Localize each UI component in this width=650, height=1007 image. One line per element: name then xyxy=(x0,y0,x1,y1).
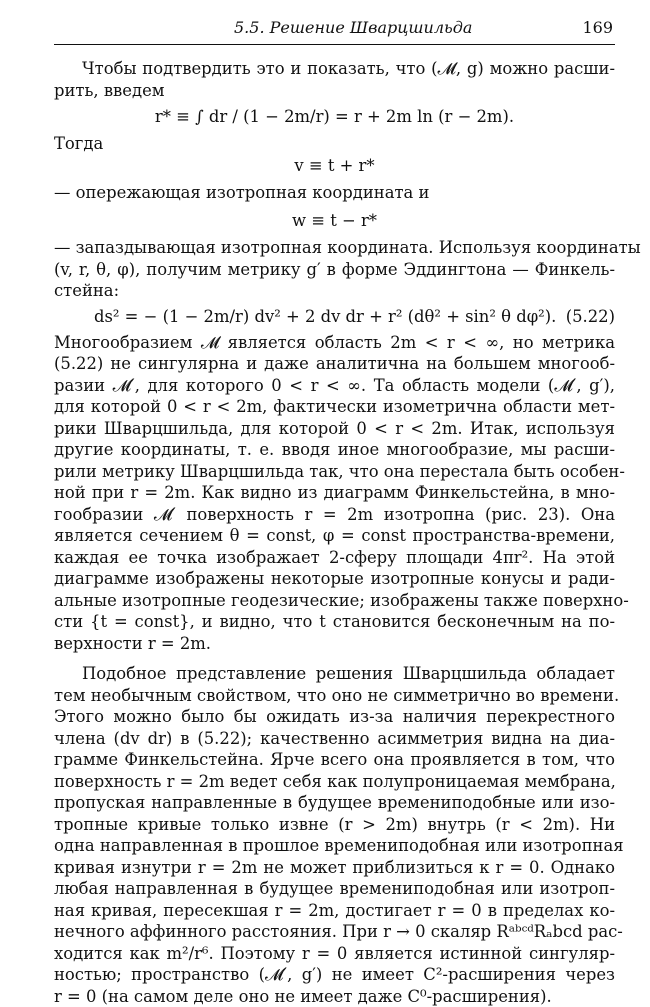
text-line: Многообразием 𝓜 является область 2m < r < ∞, но метрика xyxy=(54,332,615,354)
text-line: Тогда xyxy=(54,133,615,155)
text-line: поверхность r = 2m ведет себя как полупроницаемая мембрана, xyxy=(54,771,615,793)
text-line: одна направленная в прошлое времениподобная или изотропная xyxy=(54,835,615,857)
text-line: пропуская направленные в будущее времениподобные или изо- xyxy=(54,792,615,814)
text-line: нечного аффинного расстояния. При r → 0 скаляр RᵃᵇᶜᵈRₐbcd рас- xyxy=(54,921,615,943)
text-line: рить, введем xyxy=(54,80,615,102)
text-line: ходится как m²/r⁶. Поэтому r = 0 является истинной сингуляр- xyxy=(54,943,615,965)
page-body xyxy=(54,58,615,1007)
text-line: гообразии 𝓜′ поверхность r = 2m изотропна (рис. 23). Она xyxy=(54,504,615,526)
text-line: тем необычным свойством, что оно не симметрично во времени. xyxy=(54,685,615,707)
equation-metric xyxy=(54,302,615,332)
text-line: Подобное представление решения Шварцшильда обладает xyxy=(54,663,615,685)
text-line: r = 0 (на самом деле оно не имеет даже C⁰-расширения). xyxy=(54,986,615,1007)
paragraph-2 xyxy=(54,663,615,1007)
text-line: для которой 0 < r < 2m, фактически изометрична области мет- xyxy=(54,396,615,418)
text-line: рили метрику Шварцшильда так, что она перестала быть особен- xyxy=(54,461,615,483)
text-line: (v, r, θ, φ), получим метрику g′ в форме Эддингтона — Финкель- xyxy=(54,259,615,281)
text-line: кривая изнутри r = 2m не может приблизиться к r = 0. Однако xyxy=(54,857,615,879)
equation-rstar: r* ≡ ∫ dr / (1 − 2m/r) = r + 2m ln (r − 2m). xyxy=(54,101,615,133)
text-line: Чтобы подтвердить это и показать, что (𝓜, g) можно расши- xyxy=(54,58,615,80)
text-line: любая направленная в будущее времениподобная или изотроп- xyxy=(54,878,615,900)
equation-number: (5.22) xyxy=(566,302,615,332)
equation-w: w ≡ t − r* xyxy=(54,210,615,232)
text-line: рики Шварцшильда, для которой 0 < r < 2m. Итак, используя xyxy=(54,418,615,440)
text-line: ная кривая, пересекшая r = 2m, достигает r = 0 в пределах ко- xyxy=(54,900,615,922)
text-line: каждая ее точка изображает 2-сферу площади 4πr². На этой xyxy=(54,547,615,569)
text-line: альные изотропные геодезические; изображены также поверхно- xyxy=(54,590,615,612)
text-line: диаграмме изображены некоторые изотропные конусы и ради- xyxy=(54,568,615,590)
text-line: другие координаты, т. е. вводя иное многообразие, мы расши- xyxy=(54,439,615,461)
page-header xyxy=(54,14,615,45)
equation-metric-formula: ds² = − (1 − 2m/r) dv² + 2 dv dr + r² (dθ² + sin² θ dφ²). xyxy=(94,302,556,332)
text-line: тропные кривые только извне (r > 2m) внутрь (r < 2m). Ни xyxy=(54,814,615,836)
paragraph-1 xyxy=(54,332,615,655)
running-title: 5.5. Решение Шварцшильда xyxy=(234,18,472,37)
equation-v: v ≡ t + r* xyxy=(54,155,615,177)
text-line: грамме Финкельстейна. Ярче всего она проявляется в том, что xyxy=(54,749,615,771)
text-line: верхности r = 2m. xyxy=(54,633,615,655)
text-line: сти {t = const}, и видно, что t становится бесконечным на по- xyxy=(54,611,615,633)
text-line: стейна: xyxy=(54,280,615,302)
text-line: — запаздывающая изотропная координата. Используя координаты xyxy=(54,237,615,259)
text-line: является сечением θ = const, φ = const пространства-времени, xyxy=(54,525,615,547)
text-line: Этого можно было бы ожидать из-за наличия перекрестного xyxy=(54,706,615,728)
text-line: ной при r = 2m. Как видно из диаграмм Финкельстейна, в мно- xyxy=(54,482,615,504)
text-line: (5.22) не сингулярна и даже аналитична на большем многооб- xyxy=(54,353,615,375)
text-line: ностью; пространство (𝓜′, g′) не имеет C²-расширения через xyxy=(54,964,615,986)
text-line: разии 𝓜′, для которого 0 < r < ∞. Та область модели (𝓜′, g′), xyxy=(54,375,615,397)
page-number: 169 xyxy=(582,18,613,37)
text-line: — опережающая изотропная координата и xyxy=(54,182,615,204)
text-line: члена (dv dr) в (5.22); качественно асимметрия видна на диа- xyxy=(54,728,615,750)
